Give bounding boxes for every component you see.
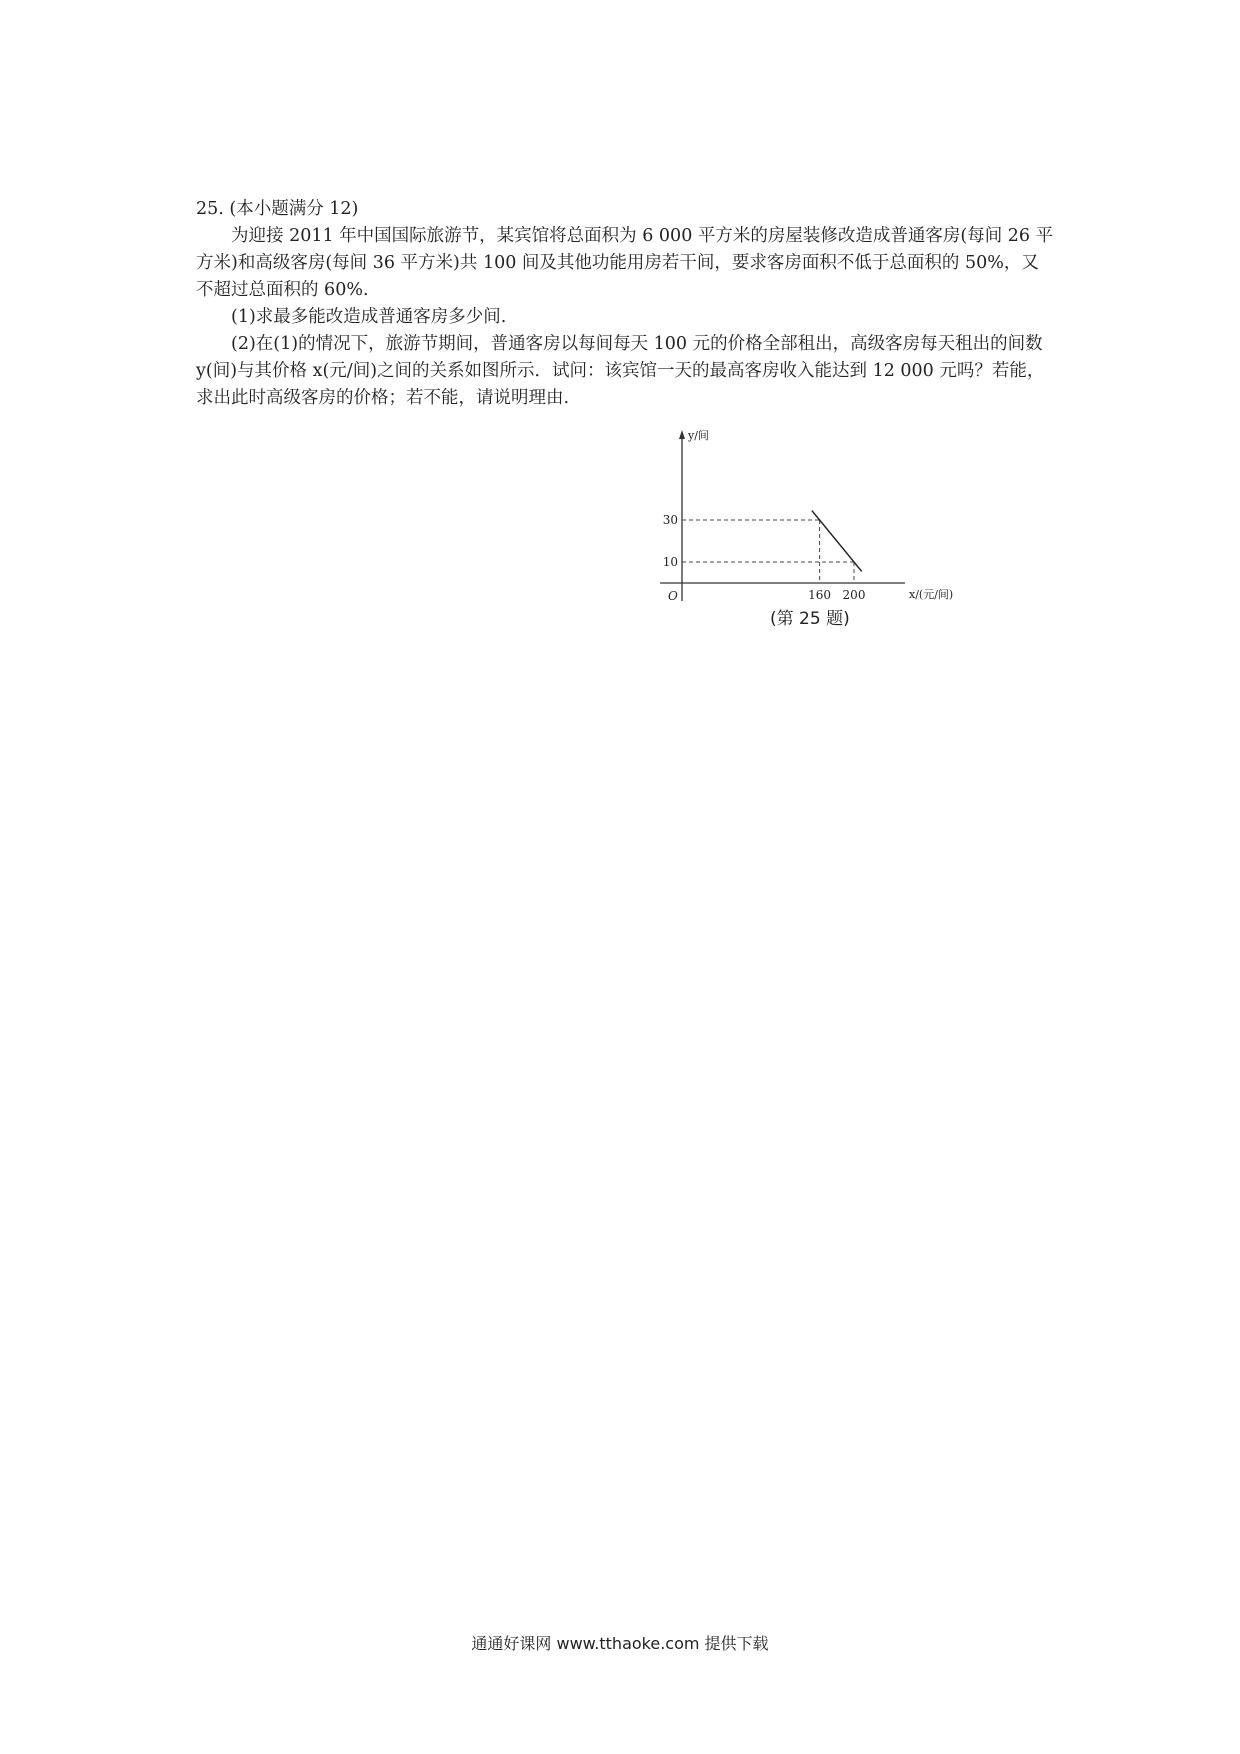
y-axis-arrow bbox=[679, 430, 685, 439]
question-1: (1)求最多能改造成普通客房多少间. bbox=[231, 307, 507, 327]
y-axis-label: y/间 bbox=[688, 429, 709, 442]
origin-label: O bbox=[668, 589, 678, 603]
question-2: (2)在(1)的情况下，旅游节期间，普通客房以每间每天 100 元的价格全部租出，高级客房每天租出的间数 y(间)与其价格 x(元/间)之间的关系如图所示．试问：该宾馆一天的最高客房收入能达到 12 000 元吗？若能，求出此时高级客房的价格；若不能，请说明理由. bbox=[196, 334, 1045, 408]
x-axis-label: x/(元/间) bbox=[909, 588, 954, 601]
problem-intro: 为迎接 2011 年中国国际旅游节，某宾馆将总面积为 6 000 平方米的房屋装修改造成普通客房(每间 26 平方米)和高级客房(每间 36 平方米)共 100 间及其他功能用房若干间，要求客房面积不低于总面积的 50%，又不超过总面积的 60%. bbox=[196, 226, 1054, 300]
line-chart bbox=[660, 425, 1060, 635]
problem-25 bbox=[196, 196, 1056, 412]
y-tick-label-30: 30 bbox=[662, 513, 678, 527]
x-tick-label-160: 160 bbox=[808, 588, 832, 602]
y-tick-label-10: 10 bbox=[662, 555, 678, 569]
page-footer: 通通好课网 www.tthaoke.com 提供下载 bbox=[471, 1634, 769, 1653]
problem-header: 25. (本小题满分 12) bbox=[196, 199, 359, 219]
chart-svg bbox=[660, 425, 1060, 605]
x-tick-label-200: 200 bbox=[842, 588, 866, 602]
figure-caption: (第 25 题) bbox=[770, 609, 850, 629]
